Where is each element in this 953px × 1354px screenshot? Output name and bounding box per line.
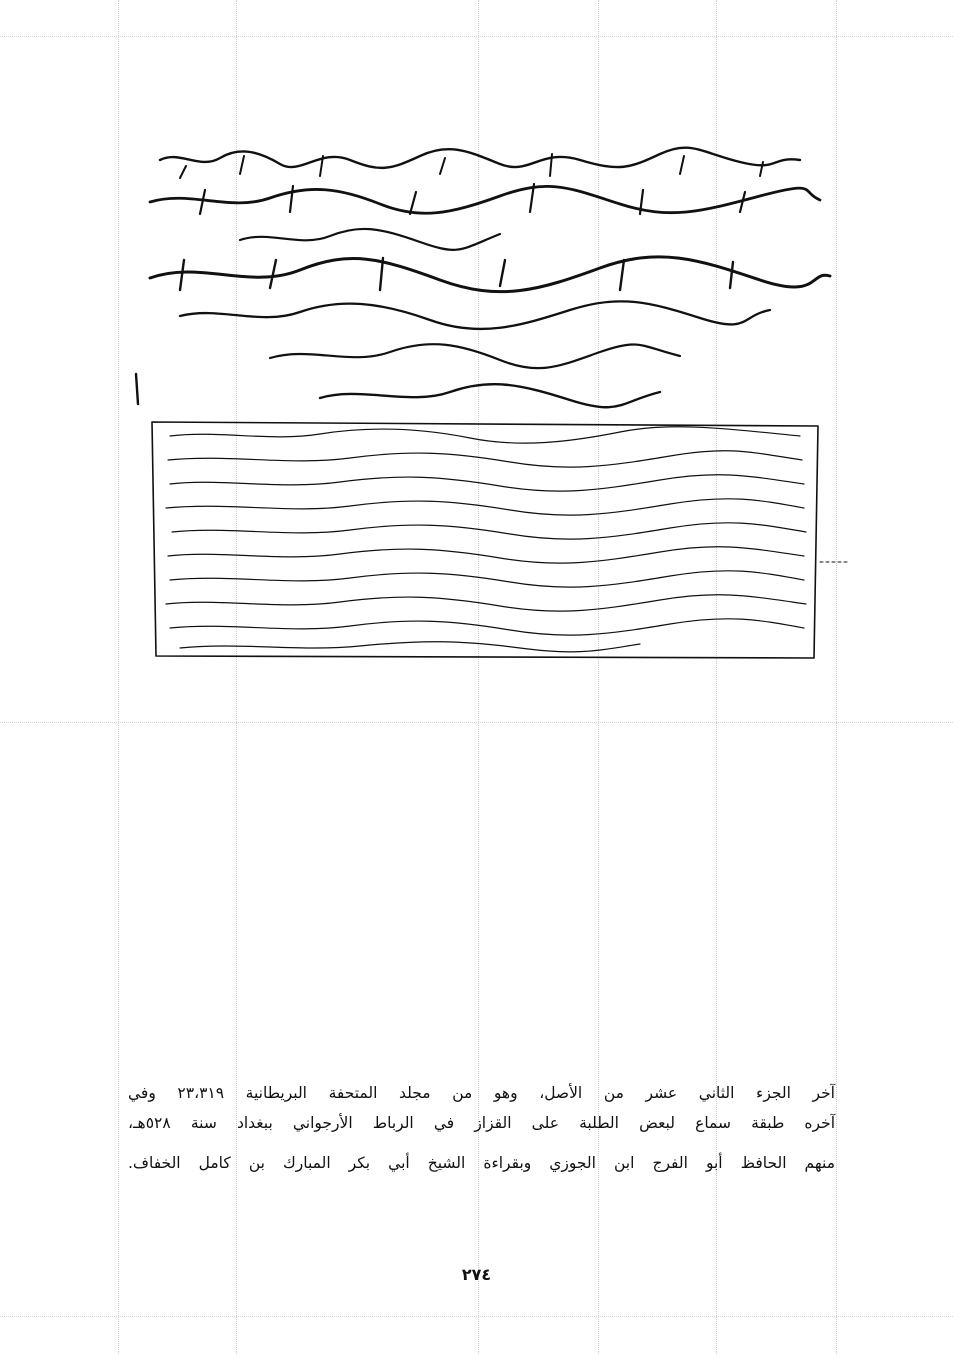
page-number: ٢٧٤ — [461, 1265, 492, 1284]
caption-line: آخر الجزء الثاني عشر من الأصل، وهو من مجلد المتحفة البريطانية ٢٣،٣١٩ وفي — [128, 1084, 835, 1102]
caption-paragraph — [128, 1078, 835, 1178]
manuscript-image — [120, 130, 850, 690]
scan-guide — [0, 722, 953, 723]
scan-guide — [0, 36, 953, 37]
manuscript-handwriting — [120, 130, 850, 690]
scan-guide — [0, 1316, 953, 1317]
caption-line: آخره طبقة سماع لبعض الطلبة على القزاز في الرباط الأرجواني ببغداد سنة ٥٢٨هـ، — [128, 1114, 835, 1132]
caption-line: منهم الحافظ أبو الفرج ابن الجوزي وبقراءة الشيخ أبي بكر المبارك بن كامل الخفاف. — [128, 1154, 835, 1172]
scan-guide — [118, 0, 119, 1354]
